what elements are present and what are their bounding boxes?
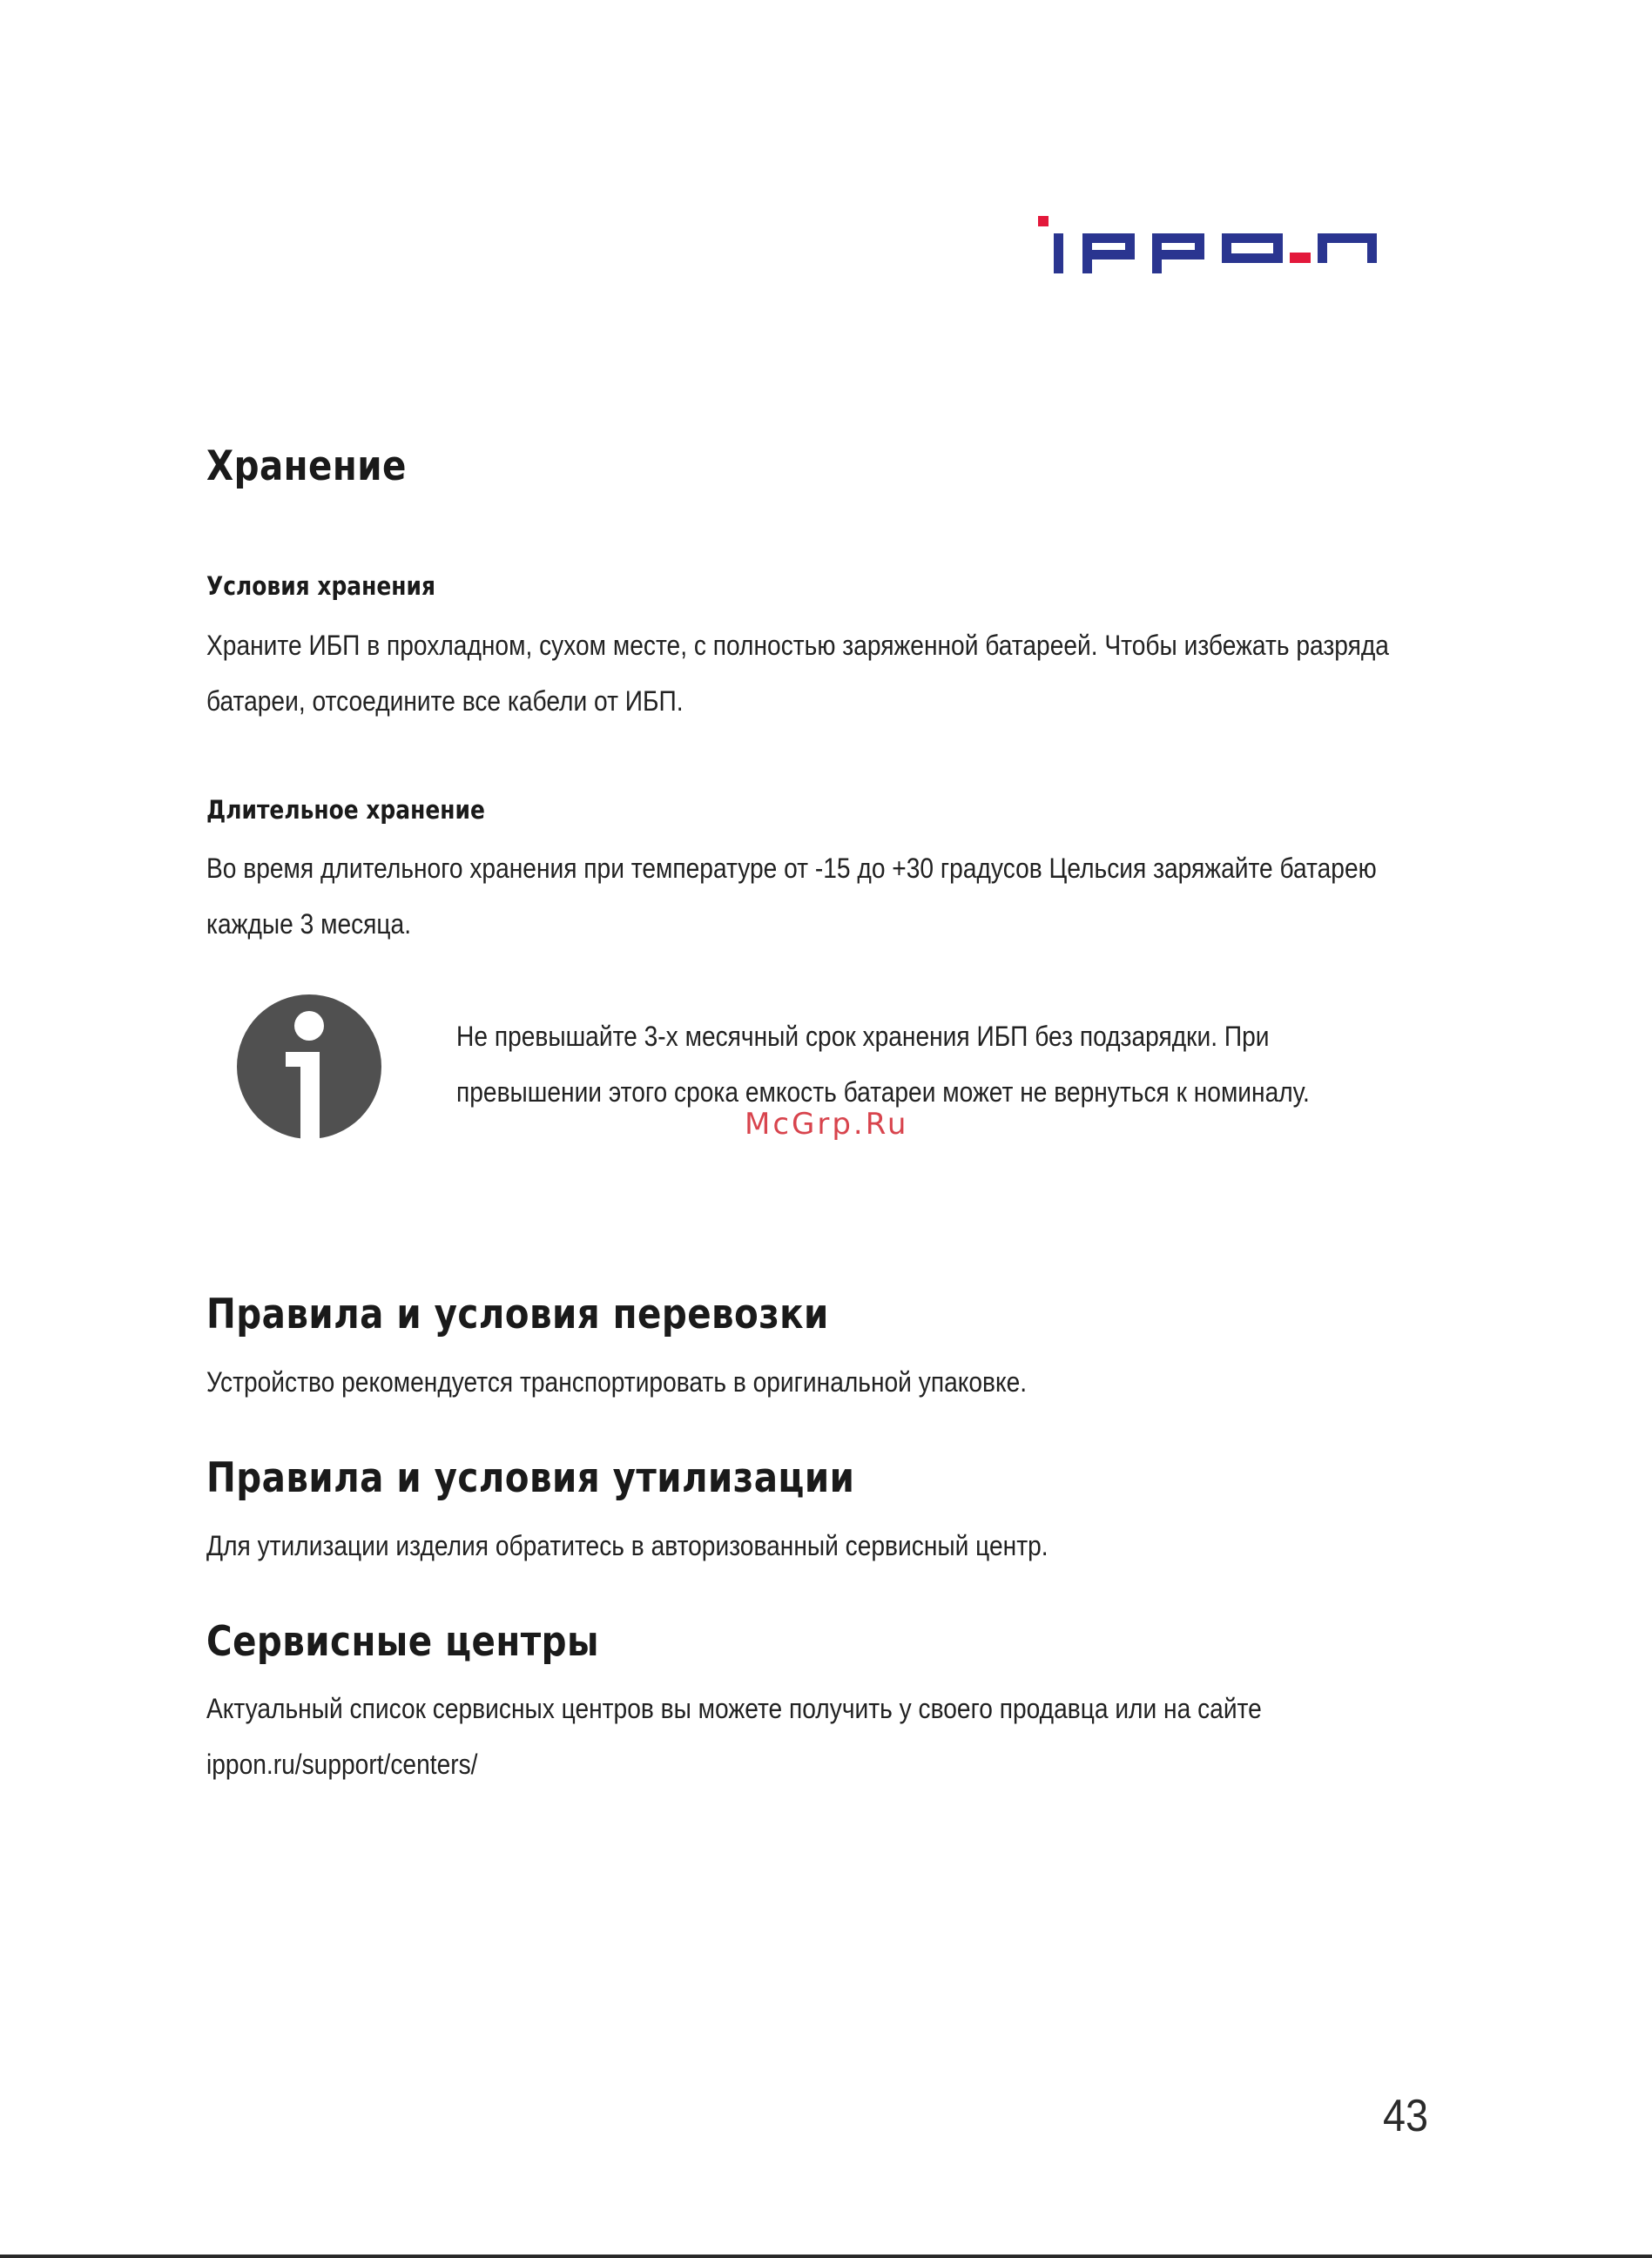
bottom-rule: [0, 2255, 1652, 2258]
ippon-logo: [1035, 216, 1431, 277]
storage-conditions-title: Условия хранения: [206, 571, 436, 601]
service-section: [206, 1618, 1487, 1666]
service-text: [206, 1681, 1433, 1792]
storage-section: [206, 442, 1487, 490]
info-note-text: Не превышайте 3-х месячный срок хранения ИБП без подзарядки. При превышении этого срока емкость батареи может не вернуться к номиналу.: [456, 1021, 1310, 1108]
storage-title: Хранение: [206, 442, 407, 490]
disposal-section: [206, 1454, 1487, 1502]
long-storage-text: Во время длительного хранения при температуре от -15 до +30 градусов Цельсия заряжайте батарею каждые 3 месяца.: [206, 853, 1377, 940]
watermark: McGrp.Ru: [745, 1107, 909, 1142]
service-title: Сервисные центры: [206, 1618, 599, 1666]
service-text-line: Актуальный список сервисных центров вы можете получить у своего продавца или на сайте: [206, 1693, 1262, 1724]
disposal-body: [206, 1518, 1487, 1574]
long-storage-body: [206, 840, 1487, 952]
info-note: [456, 1008, 1536, 1120]
storage-conditions-body: [206, 617, 1487, 729]
storage-conditions: [206, 571, 1487, 601]
long-storage-title: Длительное хранение: [206, 795, 485, 825]
storage-conditions-text: Храните ИБП в прохладном, сухом месте, с полностью заряженной батареей. Чтобы избежать разряда батареи, отсоедините все кабели от ИБП.: [206, 630, 1389, 717]
page-number: 43: [1383, 2091, 1429, 2141]
disposal-text: Для утилизации изделия обратитесь в авторизованный сервисный центр.: [206, 1530, 1049, 1561]
long-storage: [206, 795, 1487, 825]
transport-title: Правила и условия перевозки: [206, 1291, 829, 1338]
service-link[interactable]: ippon.ru/support/centers/: [206, 1749, 478, 1780]
transport-body: [206, 1354, 1487, 1410]
service-body: [206, 1681, 1487, 1792]
info-icon: [237, 994, 381, 1139]
disposal-title: Правила и условия утилизации: [206, 1454, 855, 1502]
transport-text: Устройство рекомендуется транспортировать в оригинальной упаковке.: [206, 1366, 1028, 1398]
transport-section: [206, 1291, 1487, 1338]
